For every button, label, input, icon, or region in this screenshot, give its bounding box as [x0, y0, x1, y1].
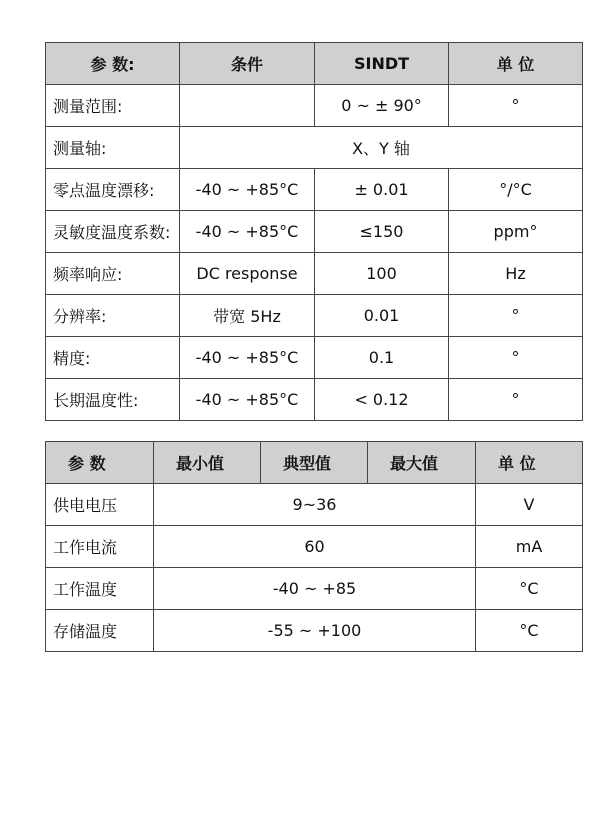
table-row — [46, 610, 583, 652]
table-row — [46, 337, 583, 379]
table-row — [46, 379, 583, 421]
merged-value-cell: X、Y 轴 — [180, 127, 583, 169]
value-cell: 0.1 — [315, 337, 449, 379]
header-min: 最小值 — [154, 442, 261, 484]
table-row — [46, 127, 583, 169]
value-cell: 100 — [315, 253, 449, 295]
condition-cell: -40 ~ +85°C — [180, 379, 315, 421]
condition-cell: -40 ~ +85°C — [180, 337, 315, 379]
header-typical: 典型值 — [261, 442, 368, 484]
header-model: SINDT — [315, 43, 449, 85]
header-param: 参 数: — [46, 43, 180, 85]
value-cell: -40 ~ +85 — [154, 568, 476, 610]
unit-cell: mA — [476, 526, 583, 568]
param-cell: 工作温度 — [46, 568, 154, 610]
param-cell: 测量轴: — [46, 127, 180, 169]
param-cell: 零点温度漂移: — [46, 169, 180, 211]
unit-cell: ppm° — [449, 211, 583, 253]
unit-cell: ° — [449, 85, 583, 127]
value-cell: ≤150 — [315, 211, 449, 253]
value-cell: ± 0.01 — [315, 169, 449, 211]
header-unit: 单 位 — [449, 43, 583, 85]
value-cell: 9~36 — [154, 484, 476, 526]
spec-header-row — [46, 43, 583, 85]
power-header-row — [46, 442, 583, 484]
value-cell: 60 — [154, 526, 476, 568]
value-cell: 0.01 — [315, 295, 449, 337]
unit-cell: V — [476, 484, 583, 526]
table-row — [46, 253, 583, 295]
unit-cell: °/°C — [449, 169, 583, 211]
power-table — [45, 441, 583, 652]
unit-cell: ° — [449, 295, 583, 337]
unit-cell: Hz — [449, 253, 583, 295]
table-row — [46, 169, 583, 211]
table-row — [46, 211, 583, 253]
table-row — [46, 484, 583, 526]
table-row — [46, 85, 583, 127]
param-cell: 长期温度性: — [46, 379, 180, 421]
condition-cell: 带宽 5Hz — [180, 295, 315, 337]
value-cell: 0 ~ ± 90° — [315, 85, 449, 127]
unit-cell: °C — [476, 568, 583, 610]
header-param: 参 数 — [46, 442, 154, 484]
table-row — [46, 568, 583, 610]
condition-cell: -40 ~ +85°C — [180, 169, 315, 211]
value-cell: < 0.12 — [315, 379, 449, 421]
table-row — [46, 295, 583, 337]
param-cell: 灵敏度温度系数: — [46, 211, 180, 253]
param-cell: 频率响应: — [46, 253, 180, 295]
param-cell: 供电电压 — [46, 484, 154, 526]
unit-cell: °C — [476, 610, 583, 652]
param-cell: 工作电流 — [46, 526, 154, 568]
condition-cell: -40 ~ +85°C — [180, 211, 315, 253]
param-cell: 精度: — [46, 337, 180, 379]
condition-cell — [180, 85, 315, 127]
spec-table — [45, 42, 583, 421]
unit-cell: ° — [449, 379, 583, 421]
param-cell: 测量范围: — [46, 85, 180, 127]
param-cell: 存储温度 — [46, 610, 154, 652]
value-cell: -55 ~ +100 — [154, 610, 476, 652]
header-max: 最大值 — [368, 442, 476, 484]
header-condition: 条件 — [180, 43, 315, 85]
header-unit: 单 位 — [476, 442, 583, 484]
unit-cell: ° — [449, 337, 583, 379]
condition-cell: DC response — [180, 253, 315, 295]
param-cell: 分辨率: — [46, 295, 180, 337]
table-row — [46, 526, 583, 568]
